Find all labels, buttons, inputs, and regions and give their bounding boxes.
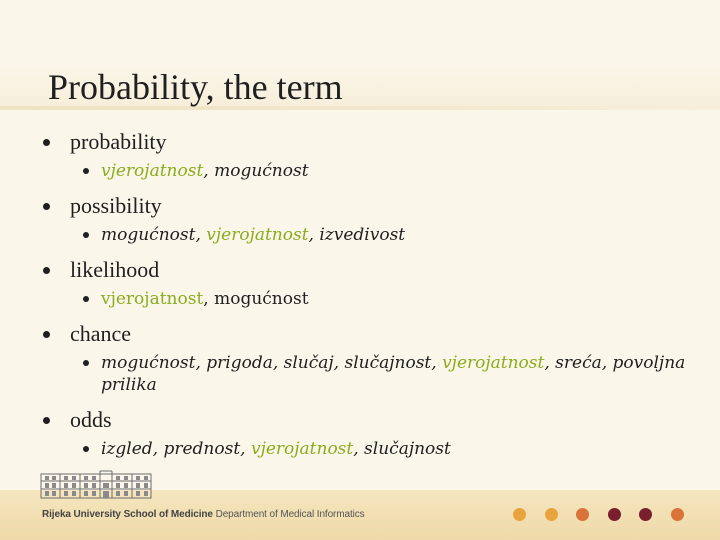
bullet-dot-icon — [43, 331, 50, 338]
sub-bullet-translations — [28, 438, 698, 460]
building-logo-icon — [40, 470, 152, 500]
sub-bullet-translations — [28, 288, 698, 310]
sub-bullet-translations — [28, 352, 698, 396]
bullet-term: possibility — [70, 193, 162, 218]
bullet-dot-icon — [43, 203, 50, 210]
sub-bullet-dot-icon — [83, 168, 89, 174]
sub-bullet-dot-icon — [83, 446, 89, 452]
bullet-term: likelihood — [70, 257, 160, 282]
translation-text: , izvedivost — [308, 225, 406, 245]
sub-bullet-dot-icon — [83, 360, 89, 366]
bullet-list — [28, 128, 698, 464]
bullet-item-possibility — [28, 192, 698, 220]
highlighted-translation: vjerojatnost — [101, 161, 204, 181]
footer-text — [42, 509, 365, 520]
highlighted-translation: vjerojatnost — [206, 225, 309, 245]
bullet-term: odds — [70, 407, 112, 432]
bullet-item-likelihood — [28, 256, 698, 284]
translation-text: , mogućnost — [203, 289, 309, 309]
footer-institution: Rijeka University School of Medicine — [42, 509, 213, 520]
sub-bullet-dot-icon — [83, 232, 89, 238]
bullet-dot-icon — [43, 139, 50, 146]
decorative-dot-icon — [608, 508, 621, 521]
decorative-dot-icon — [671, 508, 684, 521]
bullet-dot-icon — [43, 267, 50, 274]
translation-text: izgled, prednost, — [101, 439, 251, 459]
translation-text: mogućnost, — [101, 225, 207, 245]
translation-text: mogućnost, prigoda, slučaj, slučajnost, — [101, 353, 443, 373]
decorative-dot-icon — [576, 508, 589, 521]
slide-title: Probability, the term — [48, 67, 343, 107]
translation-text: mogućnost — [214, 161, 309, 181]
highlighted-translation: vjerojatnost — [101, 289, 204, 309]
bullet-term: chance — [70, 321, 132, 346]
sub-bullet-translations — [28, 160, 698, 182]
decorative-dot-icon — [513, 508, 526, 521]
translation-text: , slučajnost — [353, 439, 451, 459]
sub-bullet-translations — [28, 224, 698, 246]
footer-department: Department of Medical Informatics — [215, 509, 365, 520]
sub-bullet-dot-icon — [83, 296, 89, 302]
translation-text: , — [203, 161, 215, 181]
bullet-term: probability — [70, 129, 167, 154]
bullet-dot-icon — [43, 417, 50, 424]
bullet-item-odds — [28, 406, 698, 434]
highlighted-translation: vjerojatnost — [442, 353, 545, 373]
decorative-dot-icon — [545, 508, 558, 521]
translation-text: , sreća, povoljna prilika — [101, 353, 686, 395]
decorative-dot-icon — [639, 508, 652, 521]
bullet-item-probability — [28, 128, 698, 156]
bullet-item-chance — [28, 320, 698, 348]
highlighted-translation: vjerojatnost — [250, 439, 354, 459]
